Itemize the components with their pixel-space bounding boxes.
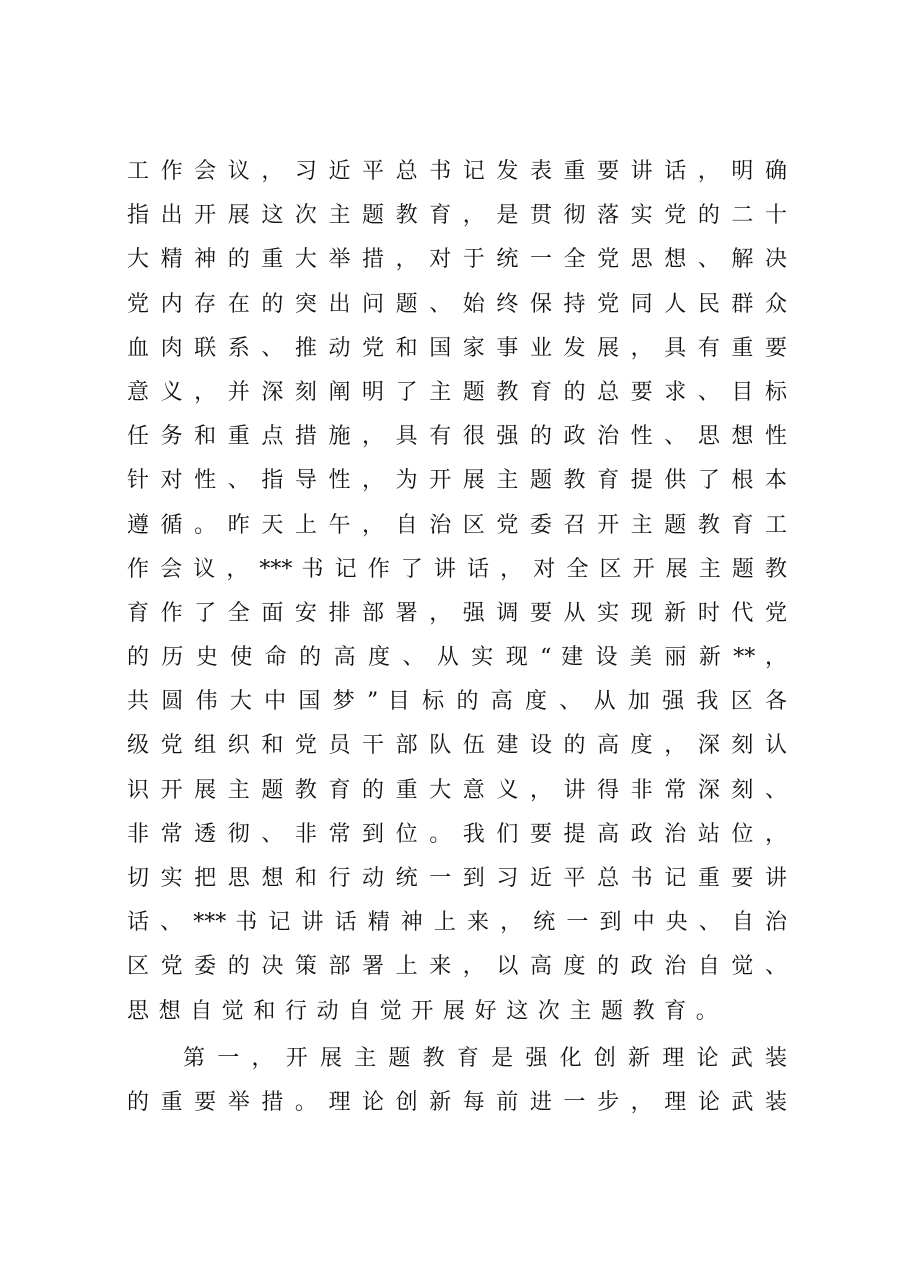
text-line: 党 内 存 在 的 突 出 问 题 、 始 终 保 持 党 同 人 民 群 众	[127, 291, 787, 317]
text-line: 任 务 和 重 点 措 施 ， 具 有 很 强 的 政 治 性 、 思 想 性	[127, 424, 787, 450]
text-line: 工 作 会 议 ， 习 近 平 总 书 记 发 表 重 要 讲 话 ， 明 确	[127, 159, 787, 184]
text-line: 级 党 组 织 和 党 员 干 部 队 伍 建 设 的 高 度 ， 深 刻 认	[127, 733, 787, 759]
text-line: 共 圆 伟 大 中 国 梦 ” 目 标 的 高 度 、 从 加 强 我 区 各	[127, 689, 787, 715]
text-line: 非 常 透 彻 、 非 常 到 位 。 我 们 要 提 高 政 治 站 位 ，	[127, 821, 787, 847]
text-line: 话 、 *** 书 记 讲 话 精 神 上 来 ， 统 一 到 中 央 、 自 治	[127, 910, 787, 936]
text-line: 指 出 开 展 这 次 主 题 教 育 ， 是 贯 彻 落 实 党 的 二 十	[127, 203, 787, 229]
text-line: 大 精 神 的 重 大 举 措 ， 对 于 统 一 全 党 思 想 、 解 决	[127, 247, 787, 273]
text-line: 育 作 了 全 面 安 排 部 署 ， 强 调 要 从 实 现 新 时 代 党	[127, 600, 787, 626]
text-line: 识 开 展 主 题 教 育 的 重 大 意 义 ， 讲 得 非 常 深 刻 、	[127, 777, 787, 803]
text-line: 的 历 史 使 命 的 高 度 、 从 实 现 “ 建 设 美 丽 新 ** ，	[127, 645, 787, 671]
text-line: 作 会 议 ， *** 书 记 作 了 讲 话 ， 对 全 区 开 展 主 题 教	[127, 556, 787, 582]
text-line: 遵 循 。 昨 天 上 午 ， 自 治 区 党 委 召 开 主 题 教 育 工	[127, 512, 787, 538]
text-line: 区 党 委 的 决 策 部 署 上 来 ， 以 高 度 的 政 治 自 觉 、	[127, 954, 787, 980]
text-line: 意 义 ， 并 深 刻 阐 明 了 主 题 教 育 的 总 要 求 、 目 标	[127, 379, 787, 405]
text-line: 切 实 把 思 想 和 行 动 统 一 到 习 近 平 总 书 记 重 要 讲	[127, 866, 787, 891]
text-line: 血 肉 联 系 、 推 动 党 和 国 家 事 业 发 展 ， 具 有 重 要	[127, 335, 787, 361]
paragraph-end-line: 思想自觉和行动自觉开展好这次主题教育。	[127, 998, 728, 1024]
paragraph-first-line: 第 一 ， 开 展 主 题 教 育 是 强 化 创 新 理 论 武 装	[183, 1045, 787, 1071]
body-text	[127, 150, 787, 1125]
text-line: 针 对 性 、 指 导 性 ， 为 开 展 主 题 教 育 提 供 了 根 本	[127, 468, 787, 494]
text-line: 的 重 要 举 措 。 理 论 创 新 每 前 进 一 步 ， 理 论 武 装	[127, 1089, 787, 1115]
